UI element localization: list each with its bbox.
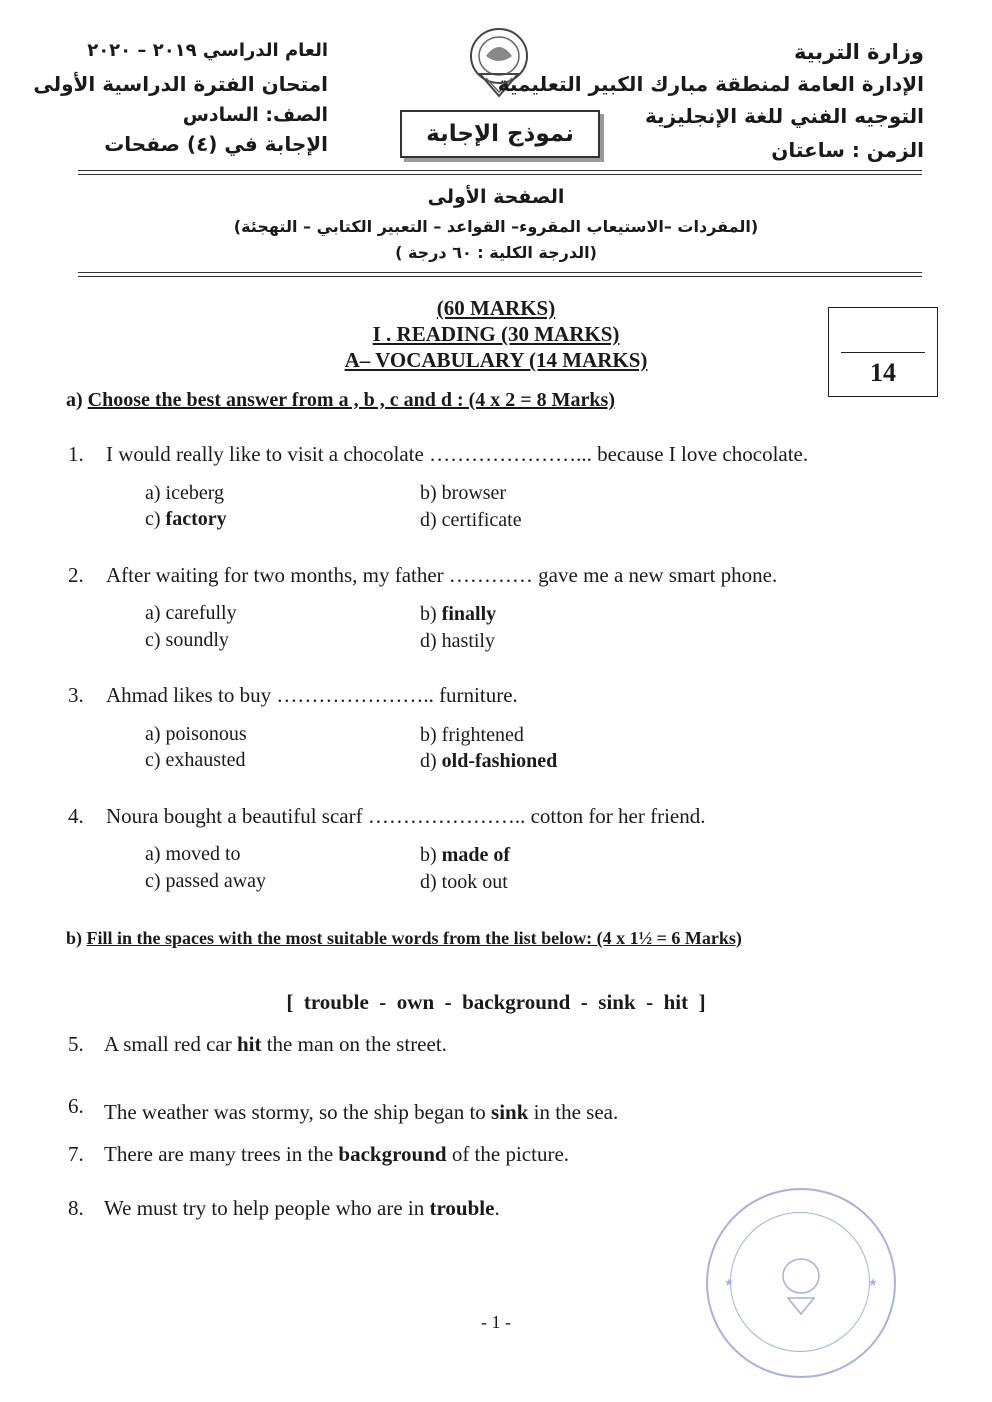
sentence-post: . [494, 1196, 500, 1220]
question-text: I would really like to visit a chocolate …………………... because I love chocolate. [106, 442, 809, 466]
reading-title: I . READING (30 MARKS) [372, 322, 620, 346]
vocabulary-title: A– VOCABULARY (14 MARKS) [344, 348, 648, 372]
sentence-post: the man on the street. [261, 1032, 447, 1056]
filled-answer: hit [236, 1032, 262, 1056]
question-1 [68, 442, 808, 467]
part-b-label: b) [66, 928, 83, 948]
option-b: b) browser [420, 482, 507, 504]
option-b-prefix: b) [420, 603, 442, 625]
question-2 [68, 563, 777, 588]
sentence-pre: The weather was stormy, so the ship began to [104, 1100, 492, 1124]
question-number: 4. [68, 804, 84, 828]
sentence-pre: There are many trees in the [104, 1142, 339, 1166]
option-a: a) carefully [145, 602, 237, 624]
grade: الصف: السادس [182, 104, 328, 126]
option-a: a) iceberg [145, 482, 225, 504]
score-box [828, 307, 938, 397]
exam-time: الزمن : ساعتان [771, 138, 924, 162]
supervision-name: التوجيه الفني للغة الإنجليزية [645, 104, 924, 128]
answer-model-box [400, 110, 600, 158]
correct-answer: finally [441, 603, 497, 625]
svg-text:★: ★ [868, 1276, 878, 1289]
option-b [420, 603, 496, 626]
sentence-pre: A small red car [104, 1032, 237, 1056]
part-b-instruction [66, 928, 742, 949]
header-divider [78, 170, 922, 171]
sentence-number: 8. [68, 1196, 84, 1220]
sentence-number: 7. [68, 1142, 84, 1166]
option-c: c) soundly [145, 629, 229, 651]
option-d: d) hastily [420, 630, 495, 652]
filled-answer: sink [491, 1100, 529, 1124]
part-a-instruction [66, 389, 615, 412]
sections-list: (المفردات –الاستيعاب المقروء– القواعد – التعبير الكتابي – التهجئة) [233, 217, 759, 236]
filled-answer: trouble [429, 1196, 495, 1220]
option-b-prefix: b) [420, 844, 442, 866]
option-a: a) poisonous [145, 723, 247, 745]
official-stamp-icon [706, 1188, 896, 1378]
sentence-number: 5. [68, 1032, 84, 1056]
score-value: 14 [870, 358, 896, 387]
filled-answer: background [338, 1142, 447, 1166]
part-b-instruction-text: Fill in the spaces with the most suitable words from the list below: (4 x 1½ = 6 Marks) [86, 928, 742, 948]
option-c: c) passed away [145, 870, 267, 892]
question-3 [68, 683, 518, 708]
score-box-divider [841, 352, 925, 353]
page-title: الصفحة الأولى [427, 186, 565, 208]
marks-title: (60 MARKS) [436, 296, 556, 320]
option-d [420, 750, 557, 773]
part-a-instruction-text: Choose the best answer from a , b , c and d : (4 x 2 = 8 Marks) [87, 389, 615, 411]
question-number: 2. [68, 563, 84, 587]
question-text: Noura bought a beautiful scarf ………………….. cotton for her friend. [106, 804, 706, 828]
academic-year: العام الدراسي ٢٠١٩ – ٢٠٢٠ [87, 40, 328, 61]
sentence-post: of the picture. [446, 1142, 570, 1166]
option-d-prefix: d) [420, 750, 442, 772]
option-c [145, 508, 227, 531]
sentence-pre: We must try to help people who are in [104, 1196, 430, 1220]
ministry-name: وزارة التربية [793, 40, 924, 64]
answer-pages: الإجابة في (٤) صفحات [104, 132, 328, 156]
option-a: a) moved to [145, 843, 241, 865]
question-number: 1. [68, 442, 84, 466]
part-a-label: a) [66, 389, 83, 411]
sentence-7 [68, 1142, 569, 1167]
answer-model-label: نموذج الإجابة [426, 121, 574, 147]
question-text: Ahmad likes to buy ………………….. furniture. [106, 683, 518, 707]
option-c: c) exhausted [145, 749, 246, 771]
correct-answer: made of [441, 844, 510, 866]
question-text: After waiting for two months, my father ………… gave me a new smart phone. [106, 563, 778, 587]
page-number: - 1 - [481, 1312, 511, 1332]
svg-text:★: ★ [724, 1276, 734, 1289]
option-c-prefix: c) [145, 508, 166, 530]
option-b [420, 844, 510, 867]
question-4 [68, 804, 706, 829]
sentence-post: in the sea. [528, 1100, 619, 1124]
option-d: d) took out [420, 871, 508, 893]
sentence-number: 6. [68, 1094, 84, 1118]
correct-answer: old-fashioned [441, 750, 558, 772]
correct-answer: factory [165, 508, 227, 530]
option-b: b) frightened [420, 724, 524, 746]
sentence-5 [68, 1032, 447, 1057]
directorate-name: الإدارة العامة لمنطقة مبارك الكبير التعليمية [497, 72, 924, 96]
exam-title: امتحان الفترة الدراسية الأولى [33, 72, 328, 96]
sentence-8 [68, 1196, 500, 1221]
question-number: 3. [68, 683, 84, 707]
option-d: d) certificate [420, 509, 522, 531]
total-grade: (الدرجة الكلية : ٦٠ درجة ) [395, 243, 597, 262]
stamp-emblem-icon [708, 1190, 894, 1376]
subheader-divider [78, 272, 922, 273]
word-list: [ trouble - own - background - sink - hit ] [286, 990, 706, 1014]
sentence-6 [68, 1094, 618, 1125]
